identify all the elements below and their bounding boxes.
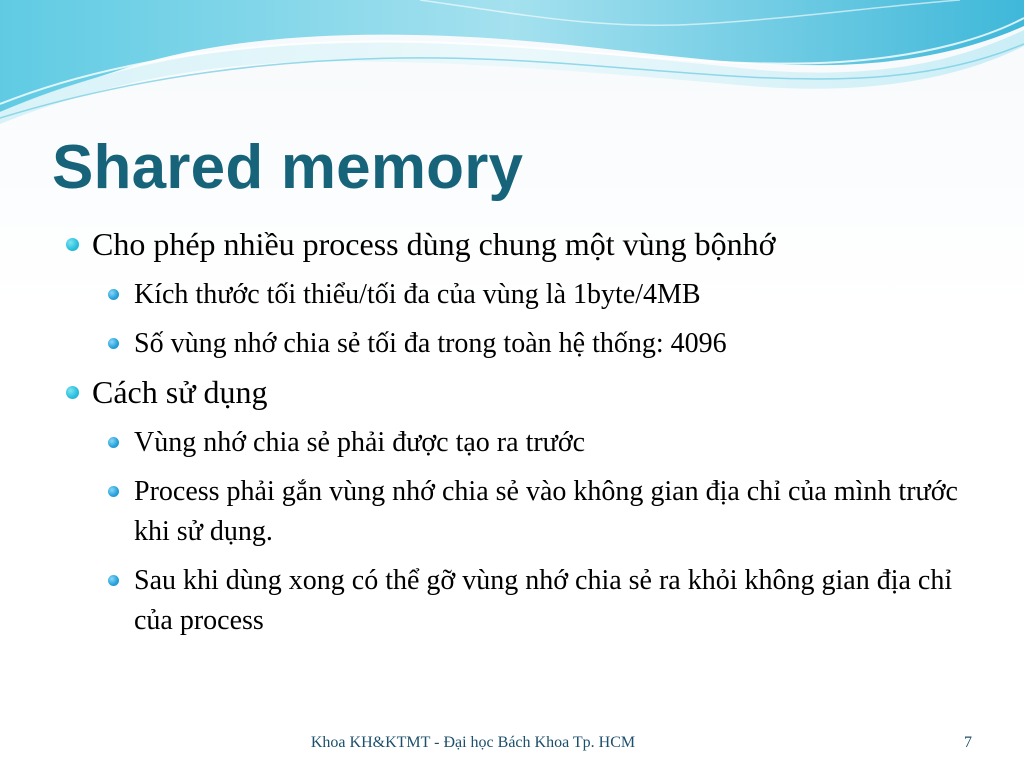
sub-bullet-text: Process phải gắn vùng nhớ chia sẻ vào không gian địa chỉ của mình trước khi sử dụng. xyxy=(134,476,958,547)
bullet-icon xyxy=(66,238,79,251)
sub-bullet-item xyxy=(106,275,964,315)
sub-bullet-text: Sau khi dùng xong có thể gỡ vùng nhớ chia sẻ ra khỏi không gian địa chỉ của process xyxy=(134,565,953,636)
sub-bullet-text: Số vùng nhớ chia sẻ tối đa trong toàn hệ thống: 4096 xyxy=(134,328,727,359)
slide-title: Shared memory xyxy=(52,133,524,202)
sub-bullet-item xyxy=(106,472,964,552)
page-number: 7 xyxy=(964,734,972,751)
bullet-icon xyxy=(108,338,119,349)
bullet-icon xyxy=(108,575,119,586)
sub-bullet-item xyxy=(106,324,964,364)
bullet-icon xyxy=(108,486,119,497)
bullet-icon xyxy=(108,437,119,448)
footer-text: Khoa KH&KTMT - Đại học Bách Khoa Tp. HCM xyxy=(310,734,636,751)
bullet-icon xyxy=(108,289,119,300)
slide-footer xyxy=(0,734,1024,754)
bullet-text: Cho phép nhiều process dùng chung một vùng bộnhớ xyxy=(92,226,776,262)
sub-bullet-text: Kích thước tối thiểu/tối đa của vùng là 1byte/4MB xyxy=(134,279,701,310)
bullet-icon xyxy=(66,386,79,399)
slide-content xyxy=(64,222,964,641)
sub-bullet-item xyxy=(106,561,964,641)
sub-bullet-text: Vùng nhớ chia sẻ phải được tạo ra trước xyxy=(134,427,586,458)
bullet-item xyxy=(64,222,964,266)
header-wave-decoration xyxy=(0,0,1024,130)
bullet-text: Cách sử dụng xyxy=(92,374,268,410)
bullet-item xyxy=(64,370,964,414)
sub-bullet-item xyxy=(106,423,964,463)
